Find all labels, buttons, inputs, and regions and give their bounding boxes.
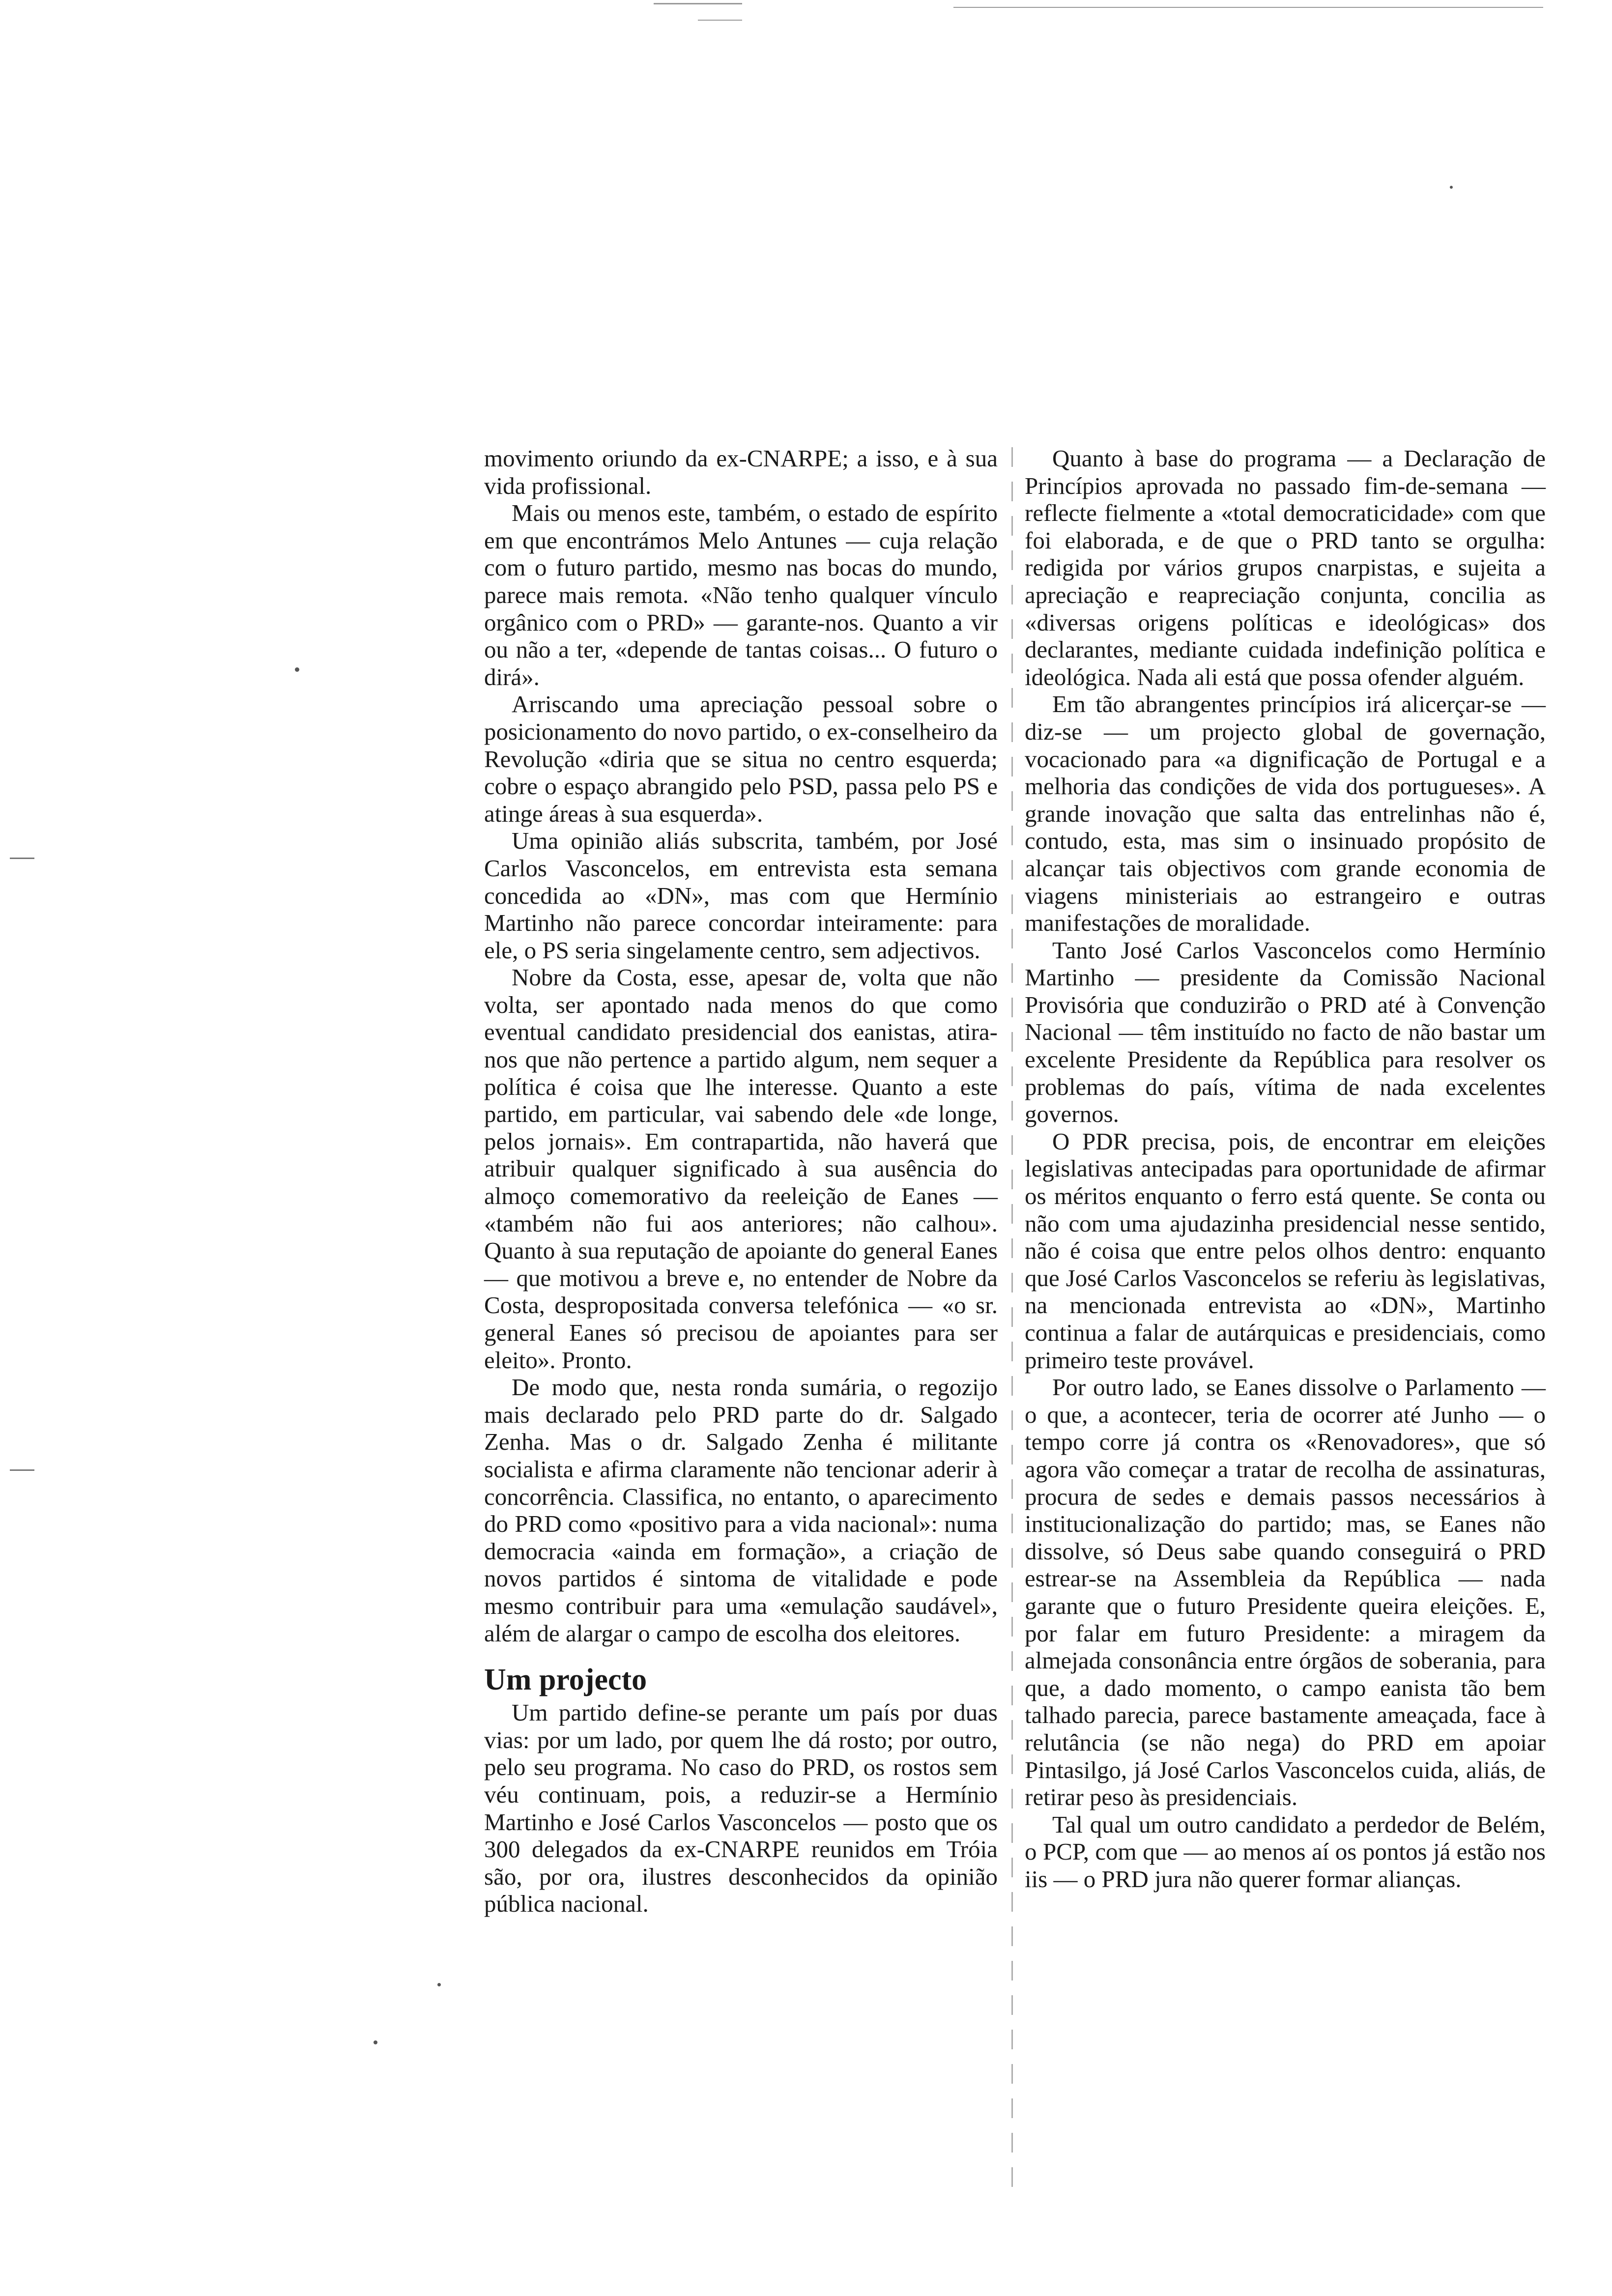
- paragraph: Uma opinião aliás subscrita, também, por José Carlos Vasconcelos, em entrevista esta semana concedida ao «DN», mas com que Hermínio Martinho não parece concordar inteiramente: para ele, o PS seria singelamente centro, sem adjectivos.: [484, 827, 998, 964]
- scan-artifact-line: [10, 858, 34, 859]
- left-column: [484, 445, 998, 1918]
- paragraph: Por outro lado, se Eanes dissolve o Parlamento — o que, a acontecer, teria de ocorrer até Junho — o tempo corre já contra os «Renovadores», que só agora vão começar a tratar de recolha de assinaturas, procura de sedes e demais passos necessários à institucionalização do partido; mas, se Eanes não dissolve, só Deus sabe quando conseguirá o PRD estrear-se na Assembleia da República — nada garante que o futuro Presidente queira eleições. E, por falar em futuro Presidente: a miragem da almejada consonância entre órgãos de soberania, para que, a dado momento, o campo eanista tão bem talhado parecia, parece bastamente ameaçada, face à relutância (se não nega) do PRD em apoiar Pintasilgo, já José Carlos Vasconcelos cuida, aliás, de retirar peso às presidenciais.: [1025, 1374, 1546, 1811]
- scan-artifact-line: [953, 7, 1543, 8]
- paragraph: Em tão abrangentes princípios irá alicerçar-se — diz-se — um projecto global de governação, vocacionado para «a dignificação de Portugal e a melhoria das condições de vida dos portugueses». A grande inovação que salta das entrelinhas não é, contudo, esta, mas sim o insinuado propósito de alcançar tais objectivos com grande economia de viagens ministeriais ao estrangeiro e outras manifestações de moralidade.: [1025, 690, 1546, 937]
- scan-speck: [374, 2040, 377, 2044]
- paragraph: movimento oriundo da ex-CNARPE; a isso, e à sua vida profissional.: [484, 445, 998, 499]
- paragraph: O PDR precisa, pois, de encontrar em eleições legislativas antecipadas para oportunidade de afirmar os méritos enquanto o ferro está quente. Se conta ou não com uma ajudazinha presidencial nesse sentido, não é coisa que entre pelos olhos dentro: enquanto que José Carlos Vasconcelos se referiu às legislativas, na mencionada entrevista ao «DN», Martinho continua a falar de autárquicas e presidenciais, como primeiro teste provável.: [1025, 1127, 1546, 1374]
- right-column: [1025, 445, 1546, 1893]
- paragraph: Arriscando uma apreciação pessoal sobre o posicionamento do novo partido, o ex-conselheiro da Revolução «diria que se situa no centro esquerda; cobre o espaço abrangido pelo PSD, passa pelo PS e atinge áreas à sua esquerda».: [484, 690, 998, 827]
- column-divider: [1011, 447, 1013, 2192]
- section-heading: Um projecto: [484, 1663, 647, 1697]
- paragraph: Tanto José Carlos Vasconcelos como Hermínio Martinho — presidente da Comissão Nacional Provisória que conduzirão o PRD até à Convenção Nacional — têm instituído no facto de não bastar um excelente Presidente da República para resolver os problemas do país, vítima de nada excelentes governos.: [1025, 936, 1546, 1128]
- paragraph: De modo que, nesta ronda sumária, o regozijo mais declarado pelo PRD parte do dr. Salgado Zenha. Mas o dr. Salgado Zenha é militante socialista e afirma claramente não tencionar aderir à concorrência. Classifica, no entanto, o aparecimento do PRD como «positivo para a vida nacional»: numa democracia «ainda em formação», a criação de novos partidos é sintoma de vitalidade e pode mesmo contribuir para uma «emulação saudável», além de alargar o campo de escolha dos eleitores.: [484, 1374, 998, 1647]
- paragraph: Tal qual um outro candidato a perdedor de Belém, o PCP, com que — ao menos aí os pontos já estão nos iis — o PRD jura não querer formar alianças.: [1025, 1810, 1546, 1893]
- paragraph: Mais ou menos este, também, o estado de espírito em que encontrámos Melo Antunes — cuja relação com o futuro partido, mesmo nas bocas do mundo, parece mais remota. «Não tenho qualquer vínculo orgânico com o PRD» — garante-nos. Quanto a vir ou não a ter, «depende de tantas coisas... O futuro o dirá».: [484, 499, 998, 690]
- scan-speck: [1450, 186, 1453, 189]
- scan-speck: [295, 667, 299, 672]
- scan-speck: [437, 1983, 441, 1986]
- paragraph: Nobre da Costa, esse, apesar de, volta que não volta, ser apontado nada menos do que como eventual candidato presidencial dos eanistas, atira-nos que não pertence a partido algum, nem sequer a política é coisa que lhe interesse. Quanto a este partido, em particular, vai sabendo dele «de longe, pelos jornais». Em contrapartida, não haverá que atribuir qualquer significado à sua ausência do almoço comemorativo da reeleição de Eanes — «também não fui aos anteriores; não calhou». Quanto à sua reputação de apoiante do general Eanes — que motivou a breve e, no entender de Nobre da Costa, despropositada conversa telefónica — «o sr. general Eanes só precisou de apoiantes para ser eleito». Pronto.: [484, 964, 998, 1374]
- scan-artifact-line: [654, 3, 742, 4]
- scan-artifact-line: [10, 1469, 34, 1471]
- scan-artifact-line: [698, 20, 742, 21]
- paragraph: Um partido define-se perante um país por duas vias: por um lado, por quem lhe dá rosto; por outro, pelo seu programa. No caso do PRD, os rostos sem véu continuam, pois, a reduzir-se a Hermínio Martinho e José Carlos Vasconcelos — posto que os 300 delegados da ex-CNARPE reunidos em Tróia são, por ora, ilustres desconhecidos da opinião pública nacional.: [484, 1699, 998, 1918]
- paragraph: Quanto à base do programa — a Declaração de Princípios aprovada no passado fim-de-semana — reflecte fielmente a «total democraticidade» com que foi elaborada, e de que o PRD tanto se orgulha: redigida por vários grupos cnarpistas, e sujeita a apreciação e reapreciação conjunta, concilia as «diversas origens políticas e ideológicas» dos declarantes, mediante cuidada indefinição política e ideológica. Nada ali está que possa ofender alguém.: [1025, 445, 1546, 690]
